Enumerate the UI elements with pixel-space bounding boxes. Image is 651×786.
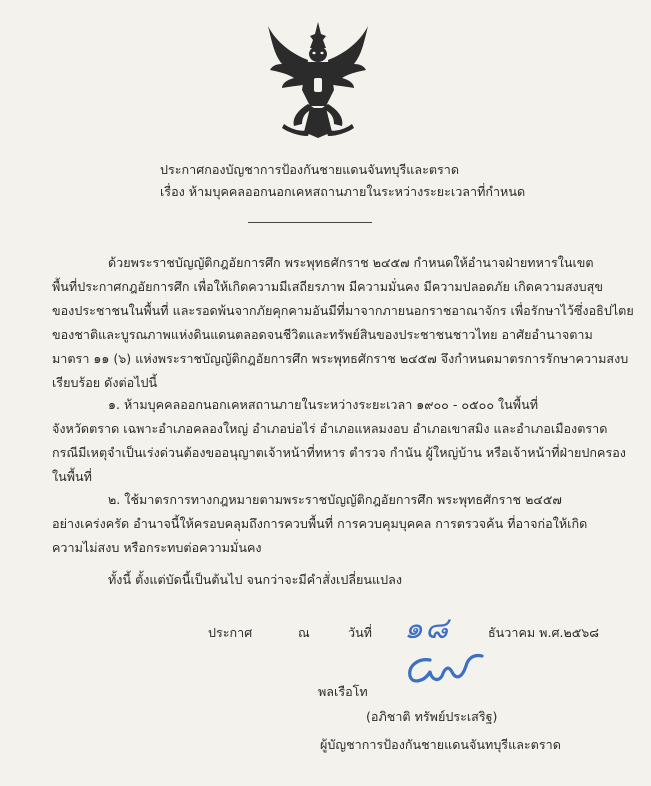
dateline-day-label: วันที่ <box>348 625 372 640</box>
subject-line: เรื่อง ห้ามบุคคลออกนอกเคหสถานภายในระหว่างระยะเวลาที่กำหนด <box>160 184 526 199</box>
paragraph-line: พื้นที่ประกาศกฎอัยการศึก เพื่อให้เกิดความมีเสถียรภาพ มีความมั่นคง มีความปลอดภัย เกิดความสงบสุข <box>52 279 603 294</box>
effective-clause: ทั้งนี้ ตั้งแต่บัดนี้เป็นต้นไป จนกว่าจะมีคำสั่งเปลี่ยนแปลง <box>108 572 403 587</box>
dateline-month-year: ธันวาคม พ.ศ.๒๕๖๘ <box>488 625 600 640</box>
title-divider <box>248 222 372 223</box>
paragraph-line: ความไม่สงบ หรือกระทบต่อความมั่นคง <box>52 540 262 555</box>
paragraph-line: ของชาติและบูรณภาพแห่งดินแดนตลอดจนชีวิตและทรัพย์สินของประชาชนชาวไทย อาศัยอำนาจตาม <box>52 327 593 342</box>
paragraph-line: เรียบร้อย ดังต่อไปนี้ <box>52 375 158 390</box>
paragraph-line: จังหวัดตราด เฉพาะอำเภอคลองใหญ่ อำเภอบ่อไร่ อำเภอแหลมงอบ อำเภอเขาสมิง และอำเภอเมืองตราด <box>52 421 608 436</box>
signatory-name: (อภิชาติ ทรัพย์ประเสริฐ) <box>366 709 498 724</box>
signature-icon <box>404 650 488 688</box>
paragraph-line: ๒. ใช้มาตรการทางกฎหมายตามพระราชบัญญัติกฎอัยการศึก พระพุทธศักราช ๒๔๕๗ <box>108 492 562 507</box>
paragraph-line: มาตรา ๑๑ (๖) แห่งพระราชบัญญัติกฎอัยการศึก พระพุทธศักราช ๒๔๕๗ จึงกำหนดมาตรการรักษาความสงบ <box>52 351 629 366</box>
paragraph-line: ในพื้นที่ <box>52 469 92 484</box>
paragraph-line: ๑. ห้ามบุคคลออกนอกเคหสถานภายในระหว่างระยะเวลา ๑๙๐๐ - ๐๕๐๐ ในพื้นที่ <box>108 397 538 412</box>
page-title: ประกาศกองบัญชาการป้องกันชายแดนจันทบุรีและตราด <box>160 162 460 177</box>
dateline-announced: ประกาศ <box>208 625 253 640</box>
item-2-paragraph <box>52 488 587 560</box>
item-1-paragraph <box>52 393 626 489</box>
intro-paragraph <box>52 251 634 395</box>
handwritten-day: ๑๘ <box>404 611 451 646</box>
dateline-at: ณ <box>298 625 310 640</box>
paragraph-line: กรณีมีเหตุจำเป็นเร่งด่วนต้องขออนุญาตเจ้าหน้าที่ทหาร ตำรวจ กำนัน ผู้ใหญ่บ้าน หรือเจ้าหน้าที่ฝ่ายปกครอง <box>52 445 626 460</box>
garuda-emblem-icon <box>262 20 374 138</box>
signatory-rank: พลเรือโท <box>318 684 368 699</box>
paragraph-line: ด้วยพระราชบัญญัติกฎอัยการศึก พระพุทธศักราช ๒๔๕๗ กำหนดให้อำนาจฝ่ายทหารในเขต <box>108 255 594 270</box>
paragraph-line: อย่างเคร่งครัด อำนาจนี้ให้ครอบคลุมถึงการควบพื้นที่ การควบคุมบุคคล การตรวจค้น ที่อาจก่อให้เกิด <box>52 516 588 531</box>
signatory-position: ผู้บัญชาการป้องกันชายแดนจันทบุรีและตราด <box>320 737 561 752</box>
paragraph-line: ของประชาชนในพื้นที่ และรอดพ้นจากภัยคุกคามอันมีที่มาจากภายนอกราชอาณาจักร เพื่อรักษาไว้ซึ่งอธิปไตย <box>52 303 634 318</box>
